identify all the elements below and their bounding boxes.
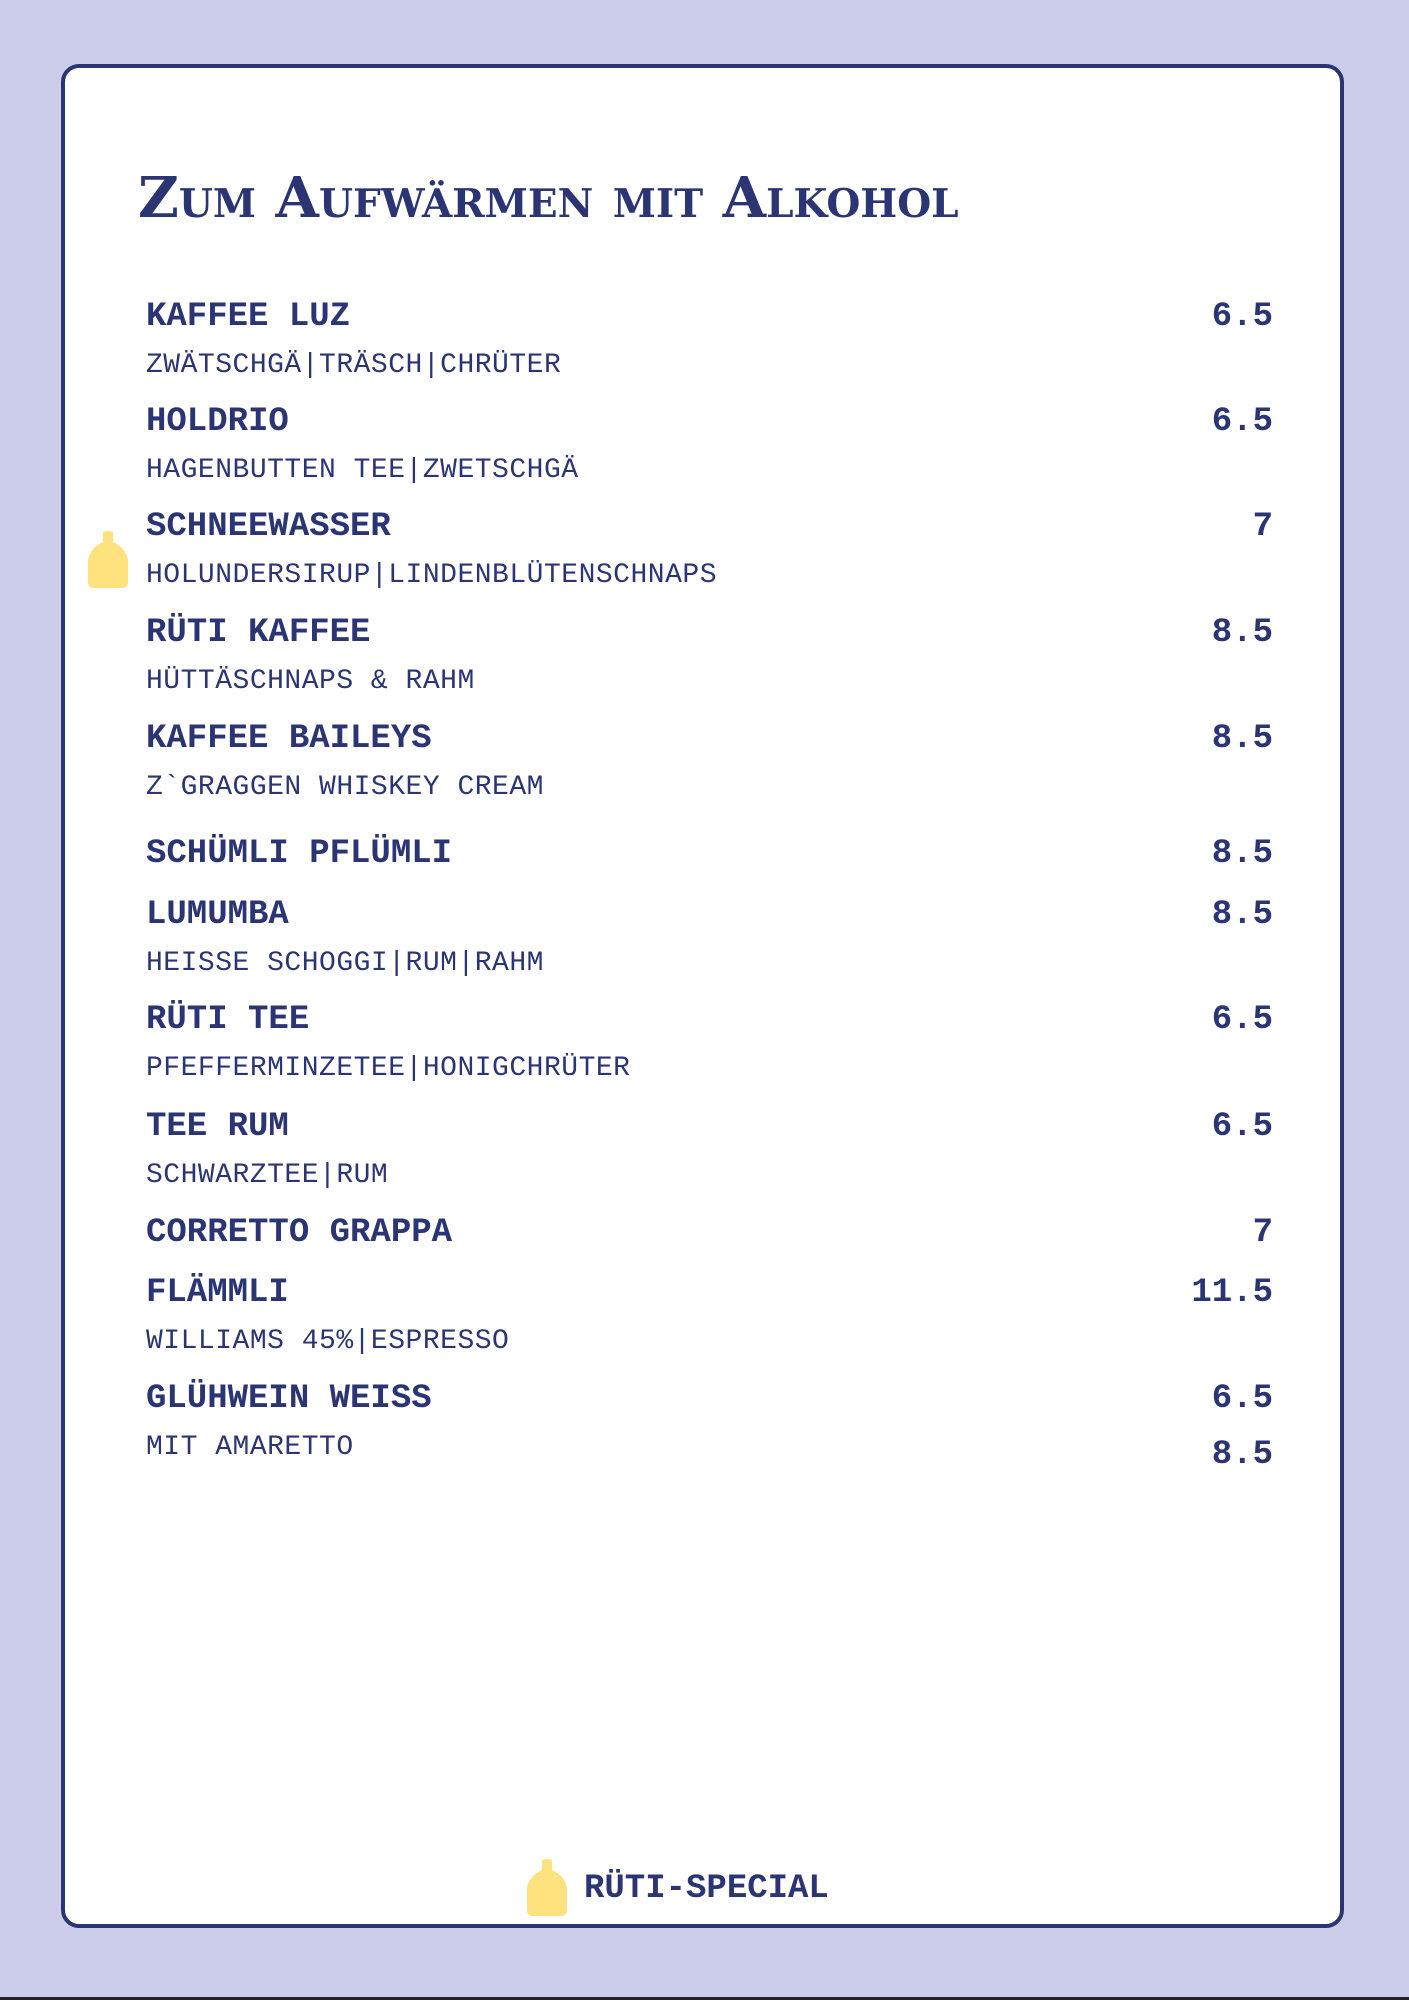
menu-item-name: SCHÜMLI PFLÜMLI <box>146 835 453 873</box>
menu-item-price: 6.5 <box>1211 1108 1273 1146</box>
menu-item-price: 6.5 <box>1211 1380 1273 1418</box>
menu-item-price: 7 <box>1252 508 1273 546</box>
menu-item-price: 8.5 <box>1211 720 1273 758</box>
menu-item-option-price: 8.5 <box>1211 1436 1273 1474</box>
menu-item-name: GLÜHWEIN WEISS <box>146 1380 432 1418</box>
menu-item-description: SCHWARZTEE|RUM <box>146 1160 389 1191</box>
menu-item-name: KAFFEE LUZ <box>146 298 351 336</box>
menu-item-price: 8.5 <box>1211 614 1273 652</box>
menu-item-name: FLÄMMLI <box>146 1274 289 1312</box>
menu-card <box>61 64 1344 1928</box>
menu-item-description: HAGENBUTTEN TEE|ZWETSCHGÄ <box>146 455 579 486</box>
menu-item-name: TEE RUM <box>146 1108 289 1146</box>
bottle-icon <box>86 530 130 588</box>
menu-item-description: WILLIAMS 45%|ESPRESSO <box>146 1326 510 1357</box>
bottle-icon <box>525 1858 569 1916</box>
menu-item-description: HEISSE SCHOGGI|RUM|RAHM <box>146 948 544 979</box>
menu-item-price: 8.5 <box>1211 835 1273 873</box>
menu-item-name: RÜTI KAFFEE <box>146 614 371 652</box>
menu-item-description: Z`GRAGGEN WHISKEY CREAM <box>146 772 544 803</box>
menu-item-price: 6.5 <box>1211 403 1273 441</box>
menu-item-name: CORRETTO GRAPPA <box>146 1214 453 1252</box>
menu-item-price: 6.5 <box>1211 1001 1273 1039</box>
menu-item-price: 8.5 <box>1211 896 1273 934</box>
menu-item-description: HOLUNDERSIRUP|LINDENBLÜTENSCHNAPS <box>146 560 717 591</box>
menu-item-price: 11.5 <box>1191 1274 1273 1312</box>
menu-item-description: MIT AMARETTO <box>146 1432 354 1463</box>
menu-item-name: HOLDRIO <box>146 403 289 441</box>
menu-item-name: RÜTI TEE <box>146 1001 310 1039</box>
legend-label: RÜTI-SPECIAL <box>584 1870 829 1908</box>
menu-item-price: 7 <box>1252 1214 1273 1252</box>
page-title: Zum Aufwärmen mit Alkohol <box>138 165 959 231</box>
menu-item-description: PFEFFERMINZETEE|HONIGCHRÜTER <box>146 1053 631 1084</box>
menu-item-name: KAFFEE BAILEYS <box>146 720 432 758</box>
menu-item-name: LUMUMBA <box>146 896 289 934</box>
menu-item-description: ZWÄTSCHGÄ|TRÄSCH|CHRÜTER <box>146 350 562 381</box>
menu-item-name: SCHNEEWASSER <box>146 508 391 546</box>
menu-item-description: HÜTTÄSCHNAPS & RAHM <box>146 666 475 697</box>
menu-item-price: 6.5 <box>1211 298 1273 336</box>
